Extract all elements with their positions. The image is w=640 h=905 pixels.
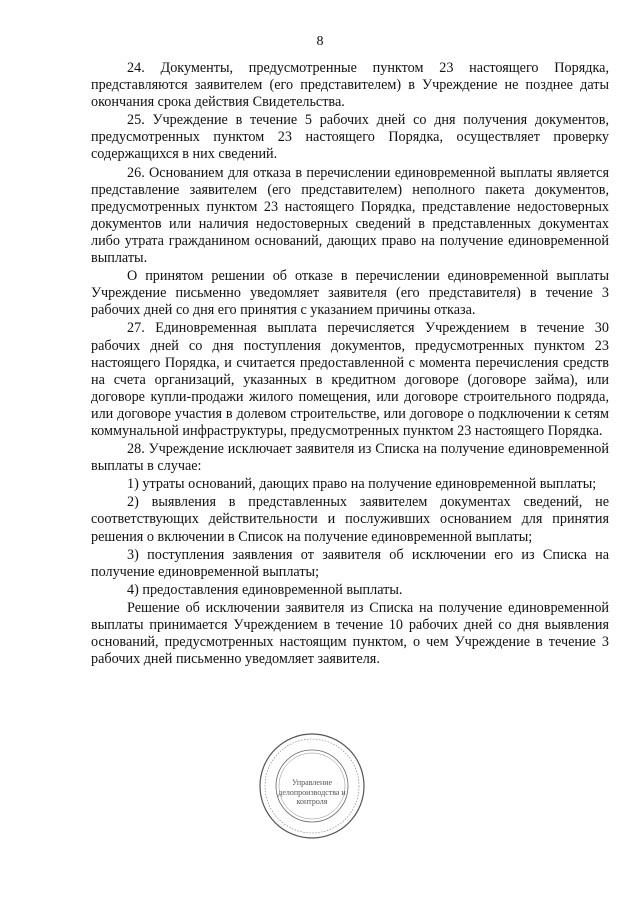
paragraph-exclusion-decision: Решение об исключении заявителя из Списка на получение единовременной выплаты принимается Учреждением в течение 10 рабочих дней со дня выявления оснований, предусмотренных настоящим пунктом, о чем Учреждение в течение 3 рабочих дней письменно уведомляет заявителя. xyxy=(91,599,609,668)
paragraph-refusal-notice: О принятом решении об отказе в перечислении единовременной выплаты Учреждение письменно уведомляет заявителя (его представителя) в течение 3 рабочих дней со дня его принятия с указанием причины отказа. xyxy=(91,268,609,319)
paragraph-24: 24. Документы, предусмотренные пунктом 23 настоящего Порядка, представляются заявителем (его представителем) в Учреждение не позднее даты окончания срока действия Свидетельства. xyxy=(91,60,609,111)
list-item-3: 3) поступления заявления от заявителя об исключении его из Списка на получение единовременной выплаты; xyxy=(91,546,609,580)
list-item-2: 2) выявления в представленных заявителем документах сведений, не соответствующих действительности и послуживших основанием для принятия решения о включении в Список на получение единовременной выплаты; xyxy=(91,494,609,545)
paragraph-25: 25. Учреждение в течение 5 рабочих дней со дня получения документов, предусмотренных пунктом 23 настоящего Порядка, осуществляет проверку содержащихся в них сведений. xyxy=(91,112,609,163)
paragraph-26: 26. Основанием для отказа в перечислении единовременной выплаты является представление заявителем (его представителем) неполного пакета документов, предусмотренных пунктом 23 настоящего Порядка, представление недостоверных документов или наличия недостоверных сведений в представленных документах либо утрата гражданином оснований, дающих право на получение единовременной выплаты. xyxy=(91,164,609,267)
document-body xyxy=(91,60,609,669)
page-number: 8 xyxy=(316,34,324,49)
list-item-1: 1) утраты оснований, дающих право на получение единовременной выплаты; xyxy=(127,476,597,493)
paragraph-27: 27. Единовременная выплата перечисляется Учреждением в течение 30 рабочих дней со дня поступления документов, предусмотренных пунктом 23 настоящего Порядка, и считается предоставленной с момента перечисления средств на счета организаций, указанных в кредитном договоре (договоре займа), или договоре купли-продажи жилого помещения, или договоре строительного подряда, или договоре участия в долевом строительстве, или договоре о подключении к сетям коммунальной инфраструктуры, предусмотренных пунктом 23 настоящего Порядка. xyxy=(91,320,609,439)
list-item-4: 4) предоставления единовременной выплаты. xyxy=(127,581,403,598)
paragraph-28: 28. Учреждение исключает заявителя из Списка на получение единовременной выплаты в случае: xyxy=(91,441,609,475)
stamp-inner-text: Управление делопроизводства и контроля xyxy=(278,778,346,806)
